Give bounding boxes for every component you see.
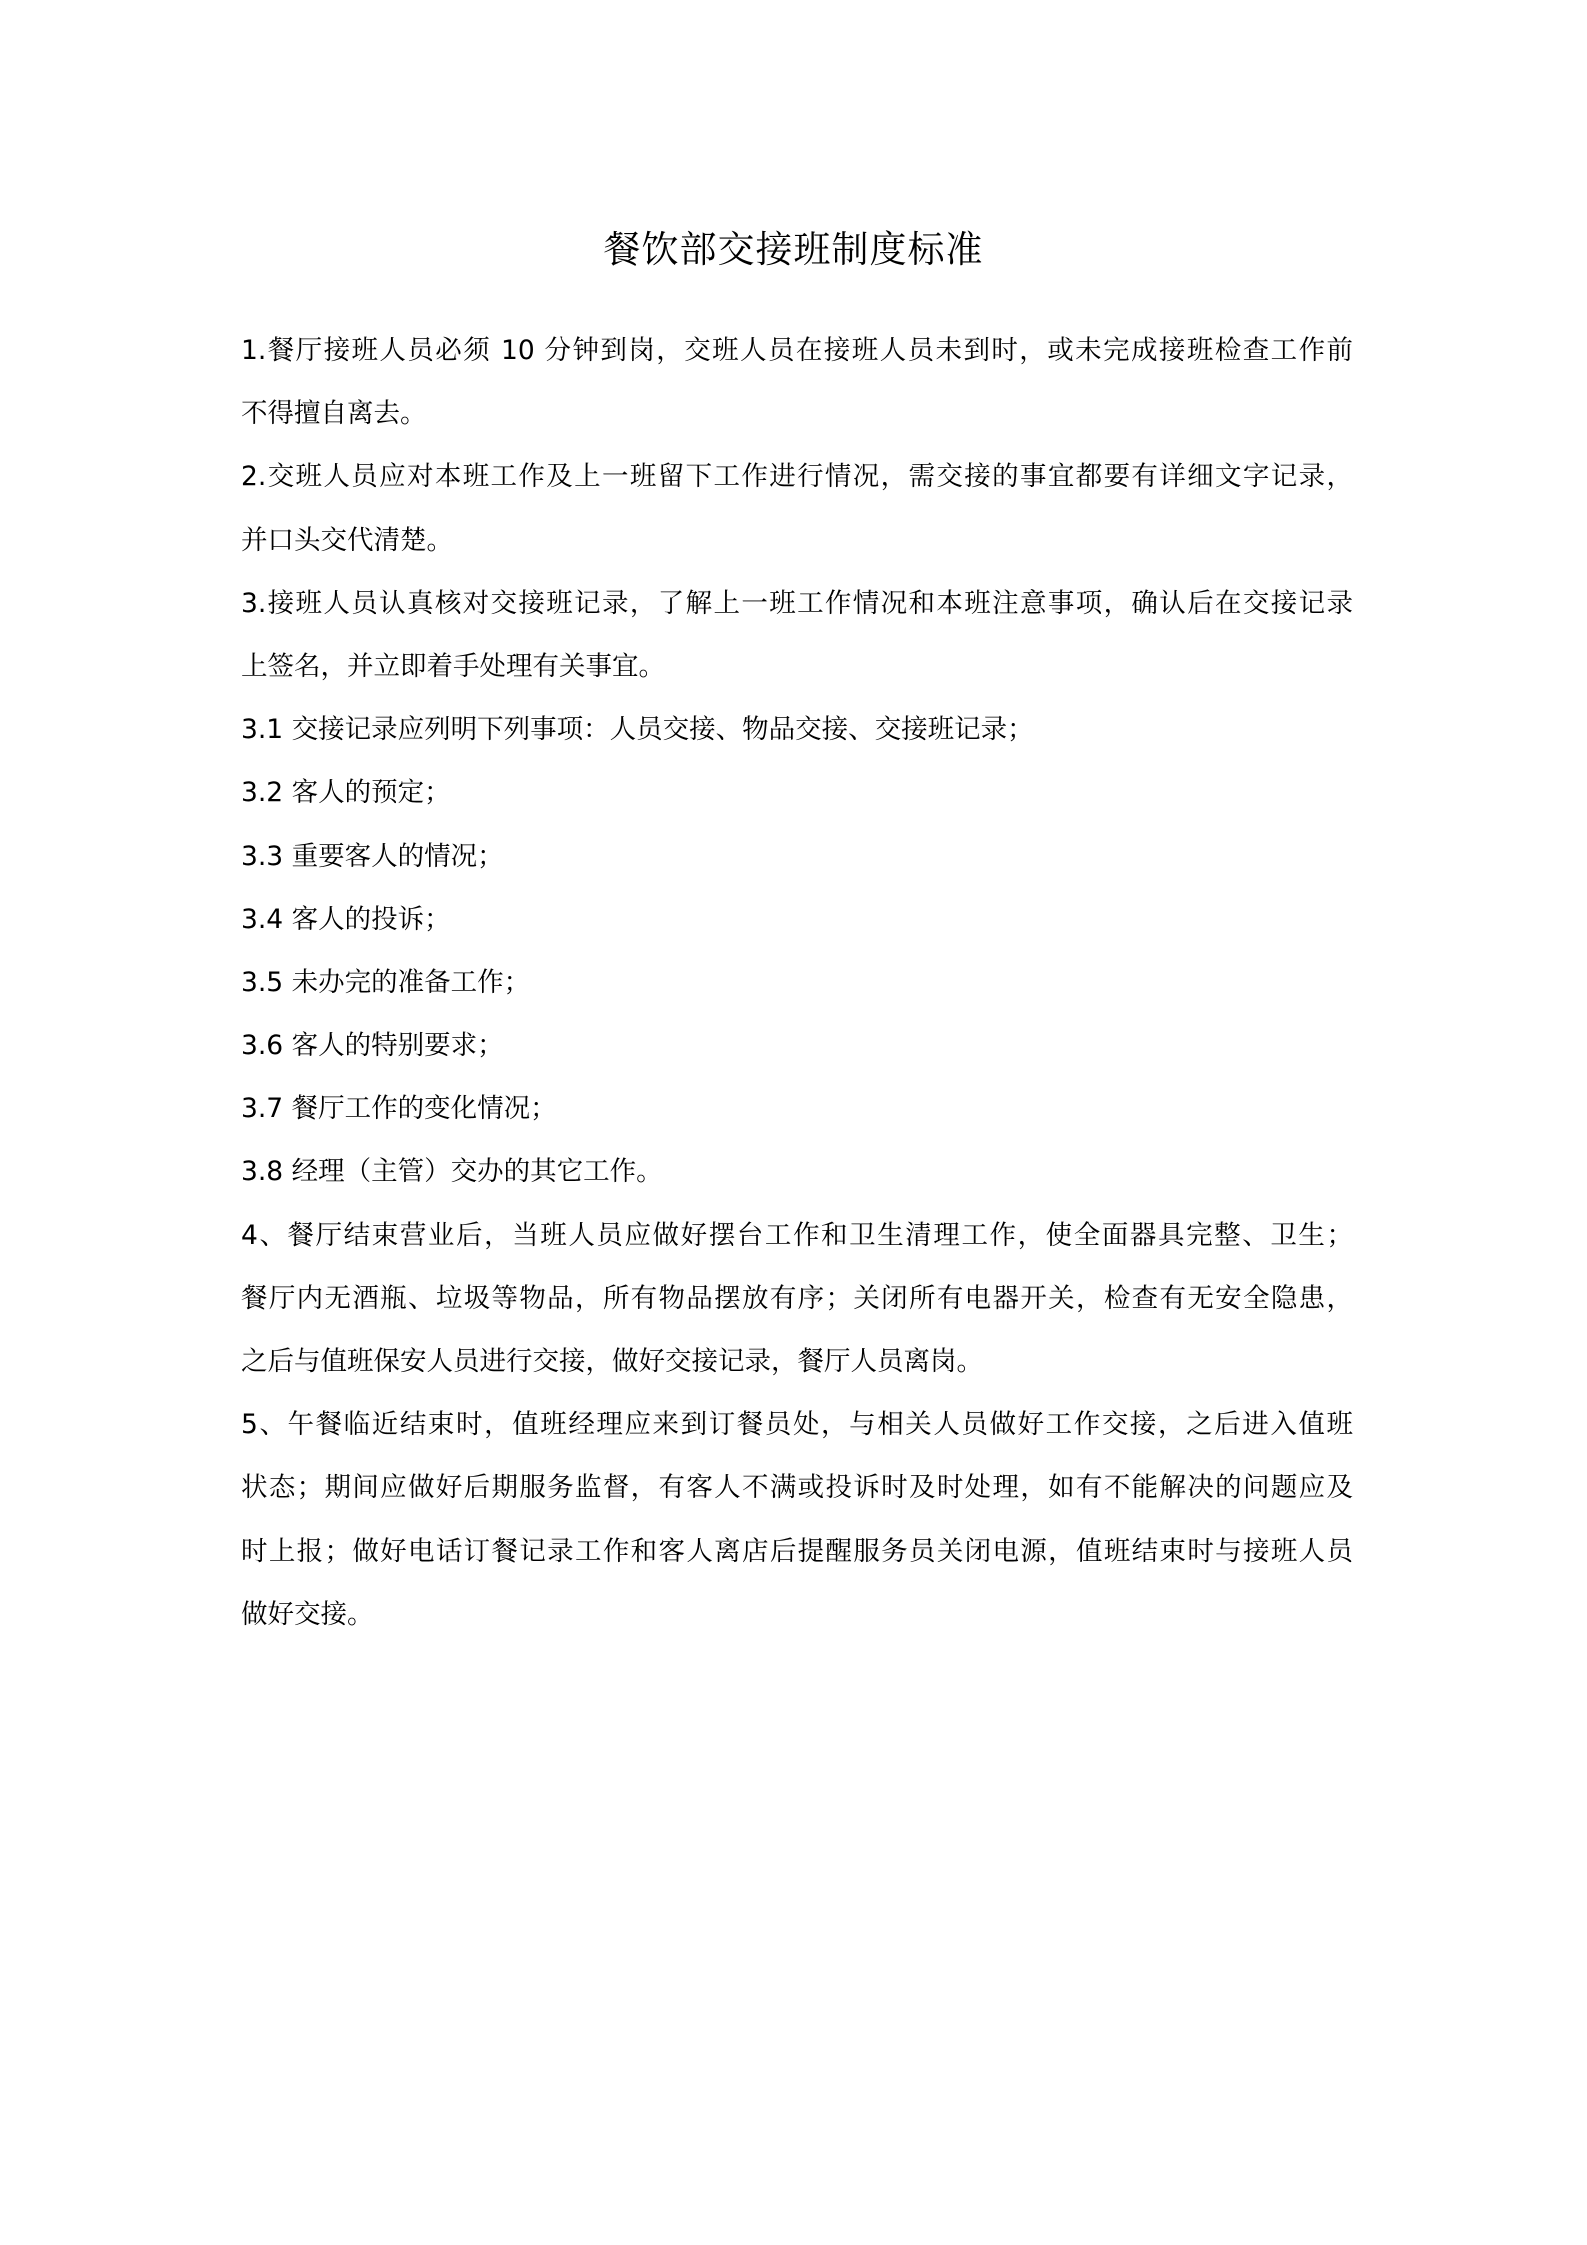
- paragraph-line: 2.交班人员应对本班工作及上一班留下工作进行情况，需交接的事宜都要有详细文字记录，: [241, 461, 1353, 493]
- paragraph-line: 5、午餐临近结束时，值班经理应来到订餐员处，与相关人员做好工作交接，之后进入值班: [241, 1409, 1353, 1441]
- list-item-text: 3.3 重要客人的情况；: [241, 840, 504, 872]
- paragraph-line: 餐厅内无酒瓶、垃圾等物品，所有物品摆放有序；关闭所有电器开关，检查有无安全隐患，: [241, 1282, 1353, 1314]
- paragraph-line: 3.接班人员认真核对交接班记录，了解上一班工作情况和本班注意事项，确认后在交接记录: [241, 587, 1353, 619]
- list-item-text: 3.2 客人的预定；: [241, 777, 451, 809]
- paragraph-line: 状态；期间应做好后期服务监督，有客人不满或投诉时及时处理，如有不能解决的问题应及: [241, 1472, 1353, 1504]
- list-item-3-3: [241, 838, 1353, 901]
- paragraph-line: 之后与值班保安人员进行交接，做好交接记录，餐厅人员离岗。: [241, 1346, 983, 1377]
- list-item-text: 3.5 未办完的准备工作；: [241, 966, 531, 998]
- list-item-text: 3.1 交接记录应列明下列事项：人员交接、物品交接、交接班记录；: [241, 714, 1034, 746]
- paragraph-line: 并口头交代清楚。: [241, 524, 453, 556]
- list-item-3-7: [241, 1090, 1353, 1153]
- paragraph-4: [241, 1217, 1353, 1407]
- list-item-3-1: [241, 711, 1353, 774]
- list-item-3-5: [241, 964, 1353, 1027]
- list-item-text: 3.7 餐厅工作的变化情况；: [241, 1093, 557, 1125]
- paragraph-5: [241, 1406, 1353, 1659]
- list-item-text: 3.4 客人的投诉；: [241, 903, 451, 935]
- paragraph-2: [241, 458, 1353, 584]
- list-item-3-8: [241, 1153, 1353, 1216]
- paragraph-1: [241, 332, 1353, 458]
- document-title: 餐饮部交接班制度标准: [603, 228, 984, 271]
- document-body: [241, 332, 1353, 1659]
- list-item-3-2: [241, 774, 1353, 837]
- paragraph-line: 不得擅自离去。: [241, 398, 427, 430]
- list-item-text: 3.8 经理（主管）交办的其它工作。: [241, 1156, 663, 1188]
- list-item-3-4: [241, 901, 1353, 964]
- paragraph-line: 1.餐厅接班人员必须 10 分钟到岗，交班人员在接班人员未到时，或未完成接班检查工作前: [241, 335, 1353, 366]
- paragraph-line: 时上报；做好电话订餐记录工作和客人离店后提醒服务员关闭电源，值班结束时与接班人员: [241, 1535, 1353, 1567]
- paragraph-line: 4、餐厅结束营业后，当班人员应做好摆台工作和卫生清理工作，使全面器具完整、卫生；: [241, 1219, 1353, 1251]
- paragraph-line: 上签名，并立即着手处理有关事宜。: [241, 650, 665, 682]
- paragraph-line: 做好交接。: [241, 1598, 374, 1630]
- list-item-3-6: [241, 1027, 1353, 1090]
- list-item-text: 3.6 客人的特别要求；: [241, 1030, 504, 1062]
- paragraph-3: [241, 585, 1353, 711]
